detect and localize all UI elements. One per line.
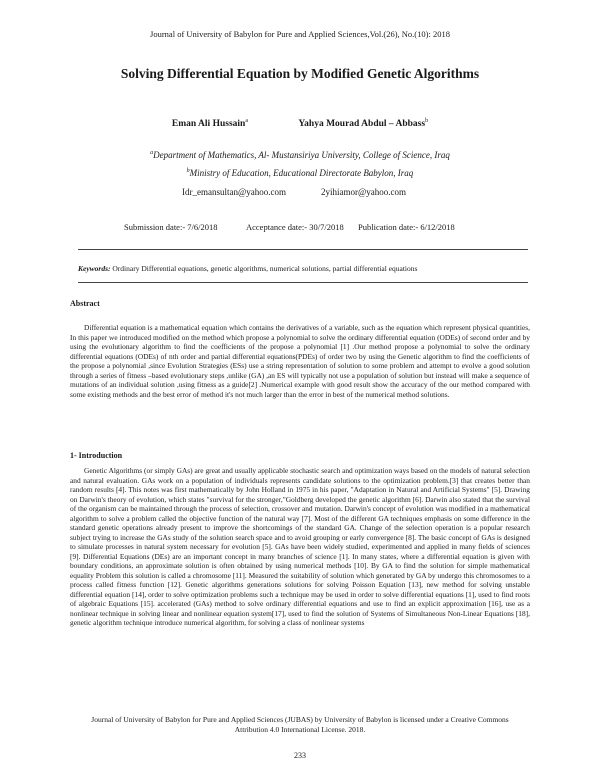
acceptance-date: Acceptance date:- 30/7/2018: [246, 222, 344, 232]
affiliation-a-mark: a: [150, 150, 154, 156]
publication-date: Publication date:- 6/12/2018: [358, 222, 455, 232]
affiliation-a: [0, 150, 600, 160]
introduction-body: Genetic Algorithms (or simply GAs) are great and usually applicable stochastic search and optimization ways based on the models of natural selection and natural evaluation. GAs work on a population of individuals represents candidate solutions to the optimization problem.[3] that creates better than random results [4]. This notes was first mathematically by John Holland in 1975 in his paper, "Adaptation in Natural and Artificial Systems" [5]. Drawing on Darwin's theory of evolution, which states "survival for the stronger,"Goldberg developed the genetic algorithm [6]. Darwin also stated that the survival of the organism can be maintained through the process of selection, crossover and mutation. Darwin's concept of evolution was modified in a mathematical algorithm to solve a problem called the objective function of the natural way [7]. Most of the different GA techniques emphasis on some difference in the standard genetic operations already present to improve the shortcomings of the standard GA. Change of the selection operation is a popular research subject trying to increase the GAs study of the solution search space and to avoid grouping or early convergence [8]. The basic concept of GAs is designed to simulate processes in natural system necessary for evolution [5]. GAs have been widely studied, experimented and applied in many fields of sciences [9]. Differential Equations (DEs) are an important concept in many branches of science [1]. In many states, where a differential equation is given with boundary conditions, an approximate solution is often obtained by using numerical methods [10]. By GA to find the solution for simple mathematical equality Problem this solution is called a chromosome [11]. Measured the suitability of solution which generated by GA by undergo this chromosomes to a process called fitness function [12]. Genetic algorithms generations solutions for solving Poisson Equation [13], new method for solving unstable differential equation [14], order to solve optimization problems such a technique may be used in order to solve differential equations [1], used to find roots of algebraic Equations [15]. accelerated (GAs) method to solve ordinary differential equations and use to find an explicit approximation [16], use as a nonlinear technique in solving linear and nonlinear equation system[17], used to find the solution of Systems of Simultaneous Non-Linear Equations [18], genetic algorithm technique introduce numerical algorithm, for solving a class of nonlinear systems: [70, 466, 530, 627]
author-1-mark: a: [245, 118, 248, 124]
affiliation-a-text: Department of Mathematics, Al- Mustansiriya University, College of Science, Iraq: [153, 150, 450, 160]
submission-date: Submission date:- 7/6/2018: [124, 222, 218, 232]
keywords-label: Keywords:: [78, 264, 111, 273]
author-1: [172, 119, 248, 129]
license-footer: Journal of University of Babylon for Pure and Applied Sciences (JUBAS) by University of Babylon is licensed under a Creative Commons Attribution 4.0 International License. 2018.: [91, 715, 509, 734]
keywords-top-rule: [78, 249, 528, 250]
author-1-name: Eman Ali Hussain: [171, 119, 246, 130]
keywords-bottom-rule: [78, 282, 528, 283]
email-author-1[interactable]: Idr_emansultan@yahoo.com: [182, 187, 287, 197]
author-list: [0, 118, 600, 129]
abstract-body: Differential equation is a mathematical equation which contains the derivatives of a variable, such as the equation which represent physical quantities, In this paper we introduced modified on the method which propose a polynomial to solve the ordinary differential equation (ODEs) of second order and by using the evolutionary algorithm to find the coefficients of the propose a polynomial [1] .Our method propose a polynomial to solve the ordinary differential equations (ODEs) of nth order and partial differential equations(PDEs) of order two by using the Genetic algorithm to find the coefficients of the propose a polynomial ,since Evolution Strategies (ESs) use a string representation of solution to some problem and attempt to evolve a good solution through a series of fitness –based evolutionary steps ,unlike (GA) ,an ES will typically not use a population of solution but instead will make a sequence of mutations of an individual solution ,using fitness as a guide[2] .Numerical example with good result show the accuracy of the our method compared with some existing methods and the best error of method it's not much larger than the error in best of the numerical method solutions.: [70, 323, 530, 399]
affiliation-b: [0, 168, 600, 178]
keywords-text: Ordinary Differential equations, genetic algorithms, numerical solutions, partial differential equations: [112, 264, 418, 273]
affiliation-b-mark: b: [186, 168, 190, 174]
paper-title: Solving Differential Equation by Modified Genetic Algorithms: [120, 66, 480, 81]
author-2-name: Yahya Mourad Abdul – Abbass: [298, 119, 426, 130]
page-number: 233: [294, 751, 306, 760]
author-2-mark: b: [425, 118, 429, 124]
introduction-heading: 1- Introduction: [70, 451, 123, 460]
email-author-2[interactable]: 2yihiamor@yahoo.com: [321, 187, 407, 197]
abstract-heading: Abstract: [70, 299, 100, 308]
affiliation-b-text: Ministry of Education, Educational Directorate Babylon, Iraq: [189, 168, 414, 178]
journal-header: Journal of University of Babylon for Pure and Applied Sciences,Vol.(26), No.(10): 2018: [150, 29, 450, 39]
keywords: [78, 264, 528, 273]
author-2: [298, 119, 428, 129]
